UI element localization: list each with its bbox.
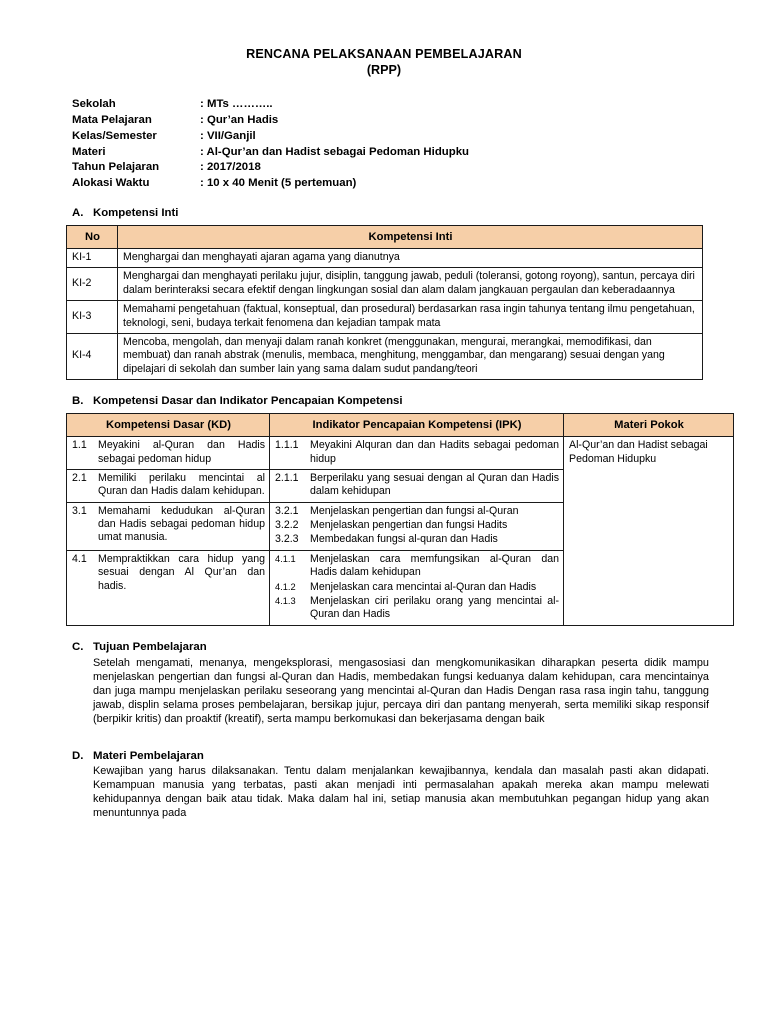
identity-label: Kelas/Semester (72, 129, 157, 142)
ipk-item-number: 3.2.1 (275, 504, 299, 517)
kd-item-text: Mempraktikkan cara hidup yang sesuai dengan Al Qur’an dan hadis. (98, 552, 265, 592)
ipk-item-number: 3.2.2 (275, 519, 299, 532)
kompetensi-dasar-table (66, 413, 734, 626)
section-heading-d (72, 749, 702, 764)
ki-number-cell: KI-2 (67, 268, 118, 301)
identity-row (72, 176, 702, 192)
column-header-no: No (67, 225, 118, 248)
ki-number-cell: KI-1 (67, 249, 118, 268)
ki-description-cell: Menghargai dan menghayati perilaku jujur, disiplin, tanggung jawab, peduli (toleransi, gotong royong), santun, percaya diri dalam berinteraksi secara efektif dengan lingkungan sosial dan alam dalam jangkauan pergaulan dan keberadaannya (118, 268, 703, 301)
kompetensi-inti-table (66, 225, 703, 380)
identity-label: Sekolah (72, 98, 116, 111)
ki-description-cell: Menghargai dan menghayati ajaran agama yang dianutnya (118, 249, 703, 268)
ki-description-cell: Memahami pengetahuan (faktual, konseptual, dan prosedural) berdasarkan rasa ingin tahunya tentang ilmu pengetahuan, teknologi, seni, budaya terkait fenomena dan kejadian tampak mata (118, 301, 703, 334)
ipk-item (275, 439, 559, 466)
identity-value: : VII/Ganjil (200, 129, 256, 142)
ipk-item (275, 533, 559, 546)
column-header-kd: Kompetensi Dasar (KD) (67, 413, 270, 436)
ki-number-cell: KI-3 (67, 301, 118, 334)
table-row (67, 437, 734, 470)
identity-label: Alokasi Waktu (72, 177, 150, 190)
ipk-item (275, 581, 559, 594)
identity-row (72, 145, 702, 161)
section-title-a: Kompetensi Inti (93, 207, 179, 219)
ipk-item-text: Menjelaskan cara mencintai al-Quran dan Hadis (310, 580, 537, 593)
identity-label: Tahun Pelajaran (72, 161, 160, 174)
kd-item (72, 505, 265, 545)
ipk-cell (270, 469, 564, 502)
ipk-item (275, 553, 559, 580)
identity-value: : 2017/2018 (200, 161, 261, 174)
identity-row (72, 129, 702, 145)
identity-label: Mata Pelajaran (72, 114, 152, 127)
ipk-item (275, 472, 559, 499)
section-heading-b (72, 394, 702, 409)
identity-value: : Al-Qur’an dan Hadist sebagai Pedoman Hidupku (200, 145, 469, 158)
ki-number-cell: KI-4 (67, 333, 118, 379)
section-heading-c (72, 640, 702, 655)
section-letter-a: A. (72, 207, 84, 219)
ipk-item-number: 4.1.3 (275, 596, 296, 607)
section-spacer (66, 726, 702, 735)
identity-block (72, 97, 702, 192)
identity-value: : 10 x 40 Menit (5 pertemuan) (200, 177, 357, 190)
table-row (67, 249, 703, 268)
identity-value: : Qur’an Hadis (200, 114, 279, 127)
ipk-item-text: Menjelaskan ciri perilaku orang yang mencintai al-Quran dan Hadis (310, 595, 559, 621)
ipk-cell (270, 550, 564, 625)
table-row (67, 301, 703, 334)
kd-item (72, 439, 265, 466)
column-header-kompetensi-inti: Kompetensi Inti (118, 225, 703, 248)
kd-item-number: 3.1 (72, 504, 87, 517)
section-heading-a (72, 206, 702, 221)
tujuan-pembelajaran-paragraph: Setelah mengamati, menanya, mengeksplorasi, mengasosiasi dan mengkomunikasikan diharapkan peserta didik mampu menjelaskan pengertian dan fungsi al-Quran dan Hadis, membedakan fungsi keduanya dalam kehidupan, cara mencintainya dan juga mampu menjelaskan perilaku seseorang yang mencintai al-Quran dan Hadis Dengan rasa rasa ingin tahu, tanggung jawab, displin selama proses pembelajaran, bersikap jujur, percaya diri dan pantang menyerah, serta memiliki sikap responsif (berpikir kritis) dan proaktif (kreatif), serta mampu berkomukasi dan bekerjasama dengan baik (93, 656, 709, 725)
ipk-cell (270, 437, 564, 470)
kd-item-text: Meyakini al-Quran dan Hadis sebagai pedoman hidup (98, 439, 265, 465)
ipk-item-text: Berperilaku yang sesuai dengan al Quran dan Hadis dalam kehidupan (310, 471, 559, 498)
kd-cell (67, 502, 270, 550)
column-header-materi-pokok: Materi Pokok (564, 413, 734, 436)
kd-item-text: Memiliki perilaku mencintai al Quran dan Hadis dalam kehidupan. (98, 471, 265, 498)
materi-pembelajaran-paragraph: Kewajiban yang harus dilaksanakan. Tentu dalam menjalankan kewajibannya, kendala dan masalah pasti akan didapati. Kemampuan manusia yang terbatas, pasti akan menjadi inti permasalahan apakah mereka akan mampu melewati kehidupannya dengan baik atau tidak. Maka dalam hal ini, setiap manusia akan membutuhkan pegangan hidup yang akan menuntunnya pada (93, 765, 709, 820)
kd-cell (67, 469, 270, 502)
ipk-item-number: 2.1.1 (275, 471, 299, 484)
kd-item-number: 4.1 (72, 552, 87, 565)
ipk-item-text: Menjelaskan pengertian dan fungsi al-Quran (310, 504, 519, 517)
kd-item (72, 472, 265, 499)
ipk-item-number: 4.1.1 (275, 553, 296, 564)
document-subtitle: (RPP) (366, 63, 402, 78)
table-header-row (67, 225, 703, 248)
kd-item-text: Memahami kedudukan al-Quran dan Hadis sebagai pedoman hidup umat manusia. (98, 504, 265, 544)
identity-label: Materi (72, 145, 106, 158)
ipk-cell (270, 502, 564, 550)
document-title: RENCANA PELAKSANAAN PEMBELAJARAN (246, 47, 522, 61)
identity-value: : MTs ……….. (200, 98, 273, 111)
section-letter-b: B. (72, 395, 84, 408)
materi-pokok-cell: Al-Qur’an dan Hadist sebagai Pedoman Hidupku (564, 437, 734, 626)
ipk-item (275, 519, 559, 532)
ipk-item-number: 4.1.2 (275, 581, 296, 592)
kd-item (72, 553, 265, 593)
kd-item-number: 2.1 (72, 471, 87, 484)
ipk-item-text: Menjelaskan cara memfungsikan al-Quran dan Hadis dalam kehidupan (310, 552, 559, 579)
section-letter-d: D. (72, 749, 84, 762)
ki-description-cell: Mencoba, mengolah, dan menyaji dalam ranah konkret (menggunakan, mengurai, merangkai, memodifikasi, dan membuat) dan ranah abstrak (menulis, membaca, menghitung, menggambar, dan mengarang) sesuai dengan yang dipelajari di sekolah dan sumber lain yang sama dalam sudut pandang/teori (118, 333, 703, 379)
column-header-ipk: Indikator Pencapaian Kompetensi (IPK) (270, 413, 564, 436)
section-title-c: Tujuan Pembelajaran (93, 640, 207, 653)
identity-row (72, 97, 702, 113)
ipk-item-number: 3.2.3 (275, 533, 299, 546)
identity-row (72, 113, 702, 129)
ipk-item (275, 505, 559, 518)
table-header-row (67, 413, 734, 436)
kd-item-number: 1.1 (72, 439, 87, 452)
section-letter-c: C. (72, 640, 84, 653)
ipk-item-number: 1.1.1 (275, 439, 299, 452)
kd-cell (67, 550, 270, 625)
ipk-item-text: Membedakan fungsi al-quran dan Hadis (310, 533, 498, 546)
identity-row (72, 160, 702, 176)
table-row (67, 268, 703, 301)
ipk-item (275, 595, 559, 622)
ipk-item-text: Menjelaskan pengertian dan fungsi Hadits (310, 519, 508, 532)
ipk-item-text: Meyakini Alquran dan dan Hadits sebagai pedoman hidup (310, 439, 559, 465)
table-row (67, 333, 703, 379)
section-title-b: Kompetensi Dasar dan Indikator Pencapaian Kompetensi (93, 395, 403, 408)
section-title-d: Materi Pembelajaran (93, 749, 204, 762)
kd-cell (67, 437, 270, 470)
